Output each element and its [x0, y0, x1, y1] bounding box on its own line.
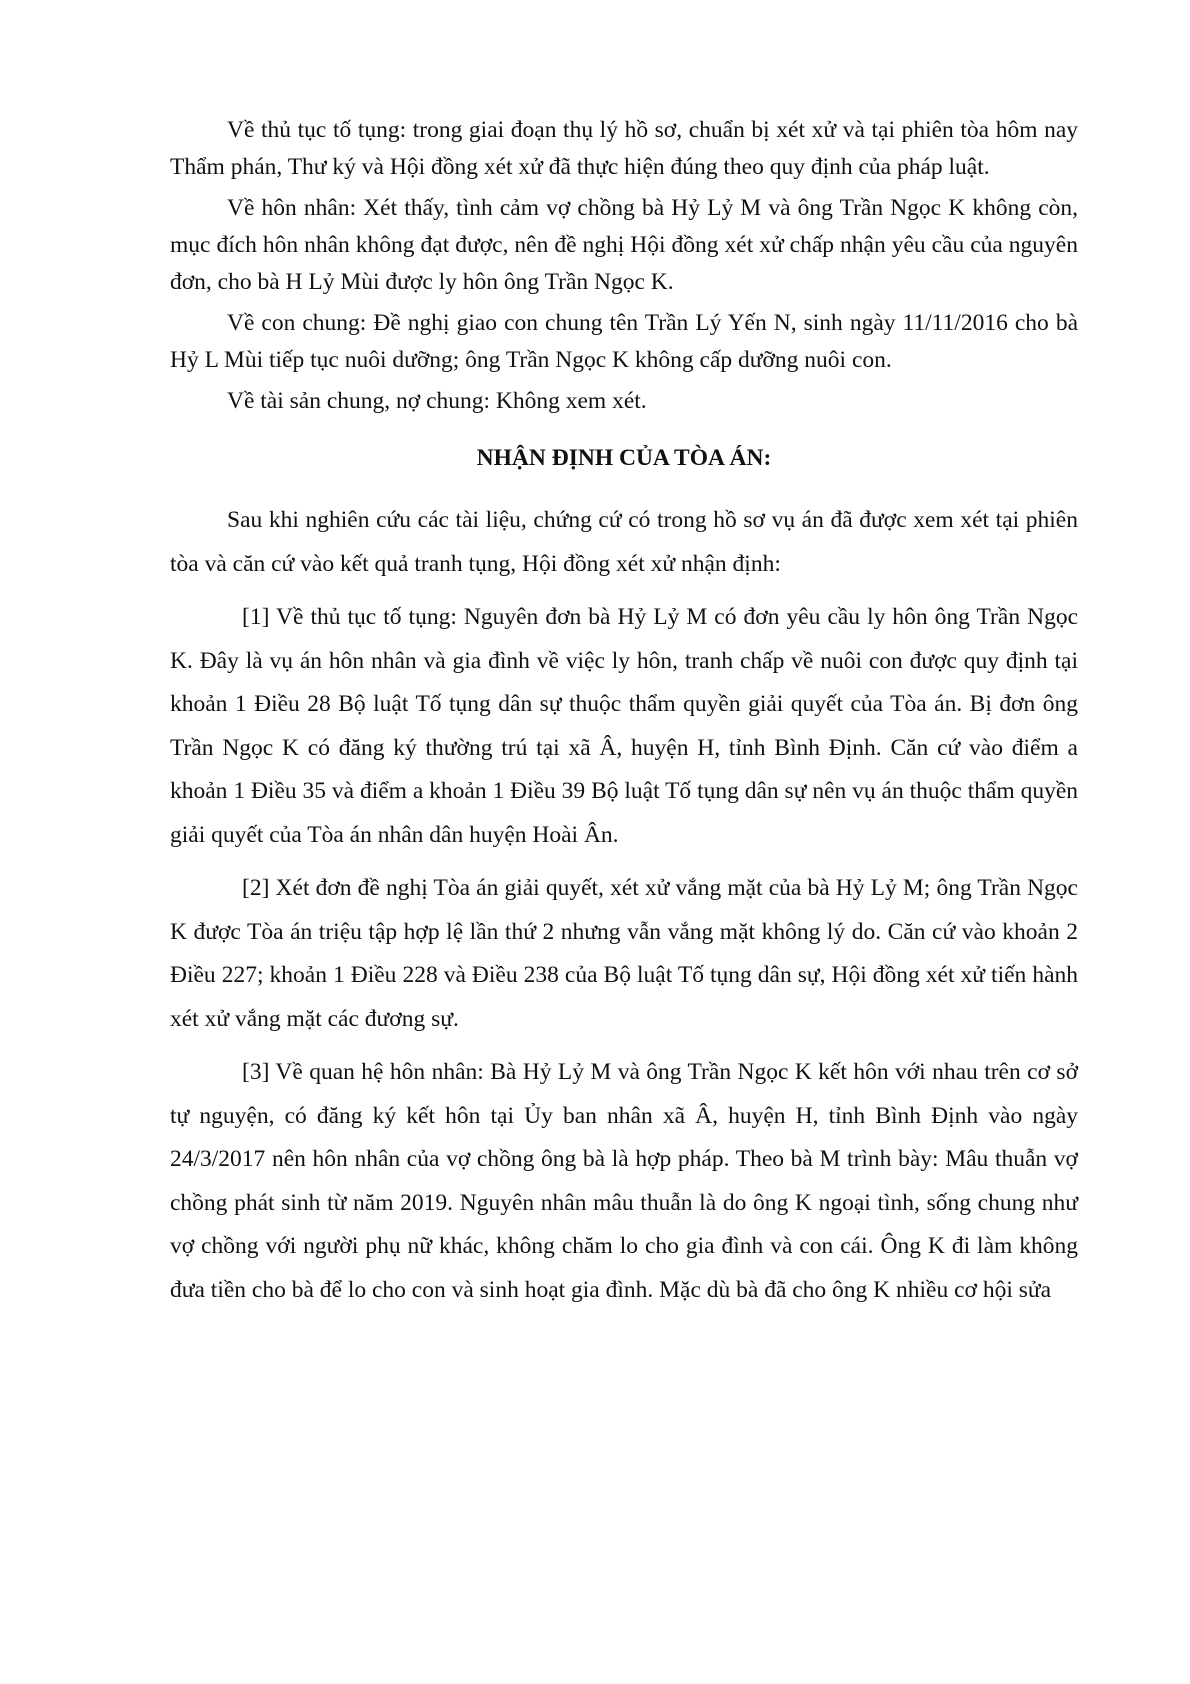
finding-3-paragraph: [3] Về quan hệ hôn nhân: Bà Hỷ Lỷ M và ông Trần Ngọc K kết hôn với nhau trên cơ sở tự nguyện, có đăng ký kết hôn tại Ủy ban nhân xã Â, huyện H, tỉnh Bình Định vào ngày 24/3/2017 nên hôn nhân của vợ chồng ông bà là hợp pháp. Theo bà M trình bày: Mâu thuẫn vợ chồng phát sinh từ năm 2019. Nguyên nhân mâu thuẫn là do ông K ngoại tình, sống chung như vợ chồng với người phụ nữ khác, không chăm lo cho gia đình và con cái. Ông K đi làm không đưa tiền cho bà để lo cho con và sinh hoạt gia đình. Mặc dù bà đã cho ông K nhiều cơ hội sửa: [170, 1059, 1078, 1303]
document-page: [170, 112, 1078, 1322]
section-heading: NHẬN ĐỊNH CỦA TÒA ÁN:: [476, 445, 772, 471]
procedure-paragraph: Về thủ tục tố tụng: trong giai đoạn thụ lý hồ sơ, chuẩn bị xét xử và tại phiên tòa hôm nay Thẩm phán, Thư ký và Hội đồng xét xử đã thực hiện đúng theo quy định của pháp luật.: [170, 117, 1078, 180]
finding-1-paragraph: [1] Về thủ tục tố tụng: Nguyên đơn bà Hỷ Lỷ M có đơn yêu cầu ly hôn ông Trần Ngọc K. Đây là vụ án hôn nhân và gia đình về việc ly hôn, tranh chấp về nuôi con được quy định tại khoản 1 Điều 28 Bộ luật Tố tụng dân sự thuộc thẩm quyền giải quyết của Tòa án. Bị đơn ông Trần Ngọc K có đăng ký thường trú tại xã Â, huyện H, tỉnh Bình Định. Căn cứ vào điểm a khoản 1 Điều 35 và điểm a khoản 1 Điều 39 Bộ luật Tố tụng dân sự nên vụ án thuộc thẩm quyền giải quyết của Tòa án nhân dân huyện Hoài Ân.: [170, 604, 1078, 848]
finding-2-paragraph: [2] Xét đơn đề nghị Tòa án giải quyết, xét xử vắng mặt của bà Hỷ Lỷ M; ông Trần Ngọc K được Tòa án triệu tập hợp lệ lần thứ 2 nhưng vẫn vắng mặt không lý do. Căn cứ vào khoản 2 Điều 227; khoản 1 Điều 228 và Điều 238 của Bộ luật Tố tụng dân sự, Hội đồng xét xử tiến hành xét xử vắng mặt các đương sự.: [170, 875, 1078, 1032]
court-intro-paragraph: Sau khi nghiên cứu các tài liệu, chứng cứ có trong hồ sơ vụ án đã được xem xét tại phiên tòa và căn cứ vào kết quả tranh tụng, Hội đồng xét xử nhận định:: [170, 507, 1078, 577]
marriage-paragraph: Về hôn nhân: Xét thấy, tình cảm vợ chồng bà Hỷ Lỷ M và ông Trần Ngọc K không còn, mục đích hôn nhân không đạt được, nên đề nghị Hội đồng xét xử chấp nhận yêu cầu của nguyên đơn, cho bà H Lỷ Mùi được ly hôn ông Trần Ngọc K.: [170, 195, 1078, 295]
children-paragraph: Về con chung: Đề nghị giao con chung tên Trần Lý Yến N, sinh ngày 11/11/2016 cho bà Hỷ L Mùi tiếp tục nuôi dưỡng; ông Trần Ngọc K không cấp dưỡng nuôi con.: [170, 310, 1078, 373]
assets-paragraph: Về tài sản chung, nợ chung: Không xem xét.: [227, 388, 647, 414]
